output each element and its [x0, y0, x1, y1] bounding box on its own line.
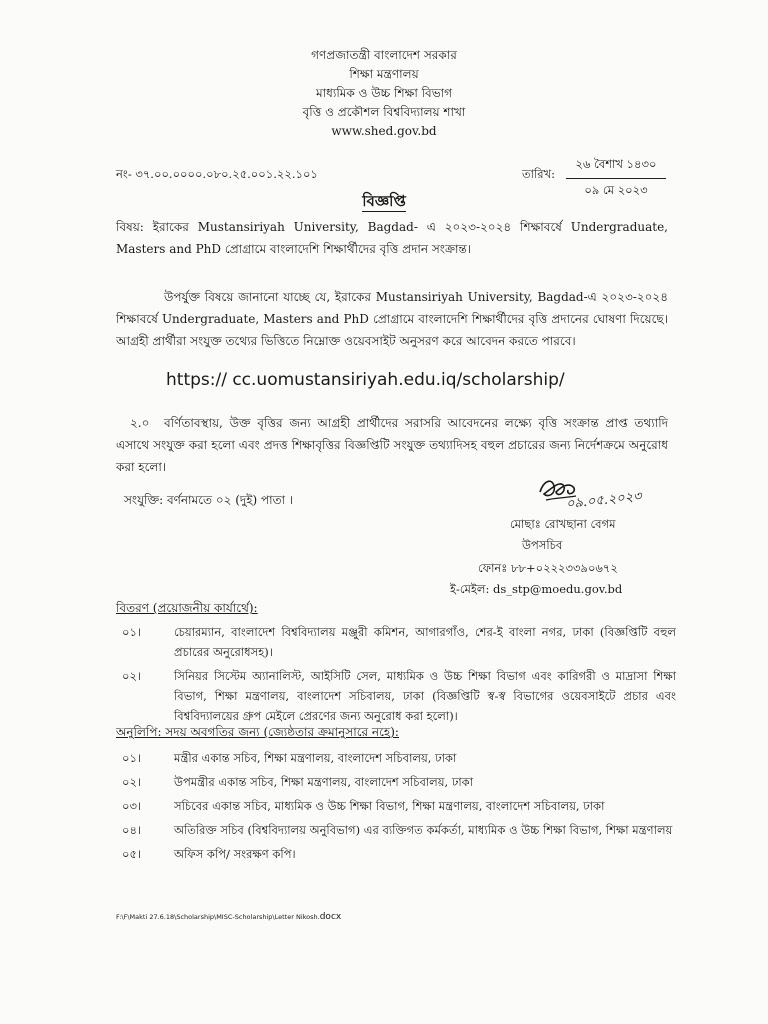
list-item: [116, 666, 676, 726]
item-text: অফিস কপি/ সংরক্ষণ কপি।: [174, 847, 296, 861]
branch-name: বৃত্তি ও প্রকৌশল বিশ্ববিদ্যালয় শাখা: [302, 105, 466, 119]
item-text: মন্ত্রীর একান্ত সচিব, শিক্ষা মন্ত্রণালয়, বাংলাদেশ সচিবালয়, ঢাকা: [174, 751, 457, 765]
item-number: ০১।: [122, 751, 142, 765]
paragraph-2-number: ২.০: [130, 416, 150, 430]
website-text: www.shed.gov.bd: [331, 124, 437, 138]
notice-title: বিজ্ঞপ্তি: [362, 192, 406, 210]
scholarship-url: https:// cc.uomustansiriyah.edu.iq/scholarship/: [166, 370, 565, 390]
government-name: গণপ্রজাতন্ত্রী বাংলাদেশ সরকার: [311, 48, 457, 62]
item-text: সিনিয়র সিস্টেম অ্যানালিস্ট, আইসিটি সেল, মাধ্যমিক ও উচ্চ শিক্ষা বিভাগ এবং কারিগরী ও মাদ্রাসা শিক্ষা বিভাগ, শিক্ষা মন্ত্রণালয়, বাংলাদেশ সচিবালয়, ঢাকা (বিজ্ঞপ্তিটি স্ব-স্ব বিভাগের ওয়েবসাইটে প্রচার এবং বিশ্ববিদ্যালয়ের গ্রুপ মেইলে প্রেরণের জন্য অনুরোধ করা হলো)।: [174, 669, 676, 723]
item-number: ০৫।: [122, 847, 142, 861]
list-item: [116, 796, 676, 816]
distribution-list: [116, 622, 676, 730]
item-number: ০২।: [122, 775, 142, 789]
file-path: F:\F\Makti 27.6.18\Scholarship\MISC-Scholarship\Letter Nikosh.: [116, 913, 320, 921]
item-number: ০৪।: [122, 823, 142, 837]
date-bangla: ২৬ বৈশাখ ১৪৩০: [575, 157, 657, 171]
subject-line: বিষয়: ইরাকের Mustansiriyah University, Bagdad- এ ২০২৩-২০২৪ শিক্ষাবর্ষে Undergraduate, Masters and PhD প্রোগ্রামে বাংলাদেশি শিক্ষার্থীদের বৃত্তি প্রদান সংক্রান্ত।: [116, 220, 668, 256]
date-divider: [566, 178, 666, 179]
paragraph-1: উপর্যুক্ত বিষয়ে জানানো যাচ্ছে যে, ইরাকের Mustansiriyah University, Bagdad-এ ২০২৩-২০২৪ শিক্ষাবর্ষে Undergraduate, Masters and PhD প্রোগ্রামে বাংলাদেশি শিক্ষার্থীদের বৃত্তি প্রদানের ঘোষণা দিয়েছে। আগ্রহী প্রার্থীরা সংযুক্ত তথ্যের ভিত্তিতে নিম্নোক্ত ওয়েবসাইট অনুসরণ করে আবেদন করতে পারবে।: [116, 290, 668, 348]
distribution-title: বিতরণ (প্রয়োজনীয় কার্যার্থে):: [116, 601, 258, 615]
file-path-footer: [116, 912, 341, 922]
paragraph-2-text: বর্ণিতাবস্থায়, উক্ত বৃত্তির জন্য আগ্রহী প্রার্থীদের সরাসরি আবেদনের লক্ষ্যে বৃত্তি সংক্রান্ত প্রাপ্ত তথ্যাদি এসাথে সংযুক্ত করা হলো এবং প্রদত্ত শিক্ষাবৃত্তির বিজ্ঞপ্তিটি সংযুক্ত তথ্যাদিসহ বহুল প্রচারের জন্য নির্দেশক্রমে অনুরোধ করা হলো।: [116, 416, 668, 474]
list-item: [116, 844, 676, 864]
signatory-name: মোছাঃ রোখছানা বেগম: [510, 517, 616, 531]
signatory-phone: ফোনঃ ৮৮+০২২২৩৩৯০৬৭২: [478, 561, 618, 575]
item-text: সচিবের একান্ত সচিব, মাধ্যমিক ও উচ্চ শিক্ষা বিভাগ, শিক্ষা মন্ত্রণালয়, বাংলাদেশ সচিবালয়, ঢাকা: [174, 799, 605, 813]
item-number: ০১।: [122, 625, 142, 639]
list-item: [116, 820, 676, 840]
list-item: [116, 772, 676, 792]
letterhead: [0, 46, 768, 141]
memo-reference: নং- ৩৭.০০.০০০০.০৮০.২৫.০০১.২২.১০১: [116, 167, 318, 181]
signatory-block: [450, 514, 670, 600]
signature-date: ০৯.০৫.২০২৩: [565, 489, 643, 512]
signatory-email: ই-মেইল: ds_stp@moedu.gov.bd: [450, 582, 623, 596]
item-text: অতিরিক্ত সচিব (বিশ্ববিদ্যালয় অনুবিভাগ) এর ব্যক্তিগত কর্মকর্তা, মাধ্যমিক ও উচ্চ শিক্ষা বিভাগ, শিক্ষা মন্ত্রণালয়: [174, 823, 673, 837]
ministry-name: শিক্ষা মন্ত্রণালয়: [349, 67, 419, 81]
copies-title: অনুলিপি: সদয় অবগতির জন্য (জ্যেষ্ঠতার ক্রমানুসারে নহে):: [116, 725, 399, 739]
date-label: তারিখ:: [522, 167, 556, 181]
item-text: উপমন্ত্রীর একান্ত সচিব, শিক্ষা মন্ত্রণালয়, বাংলাদেশ সচিবালয়, ঢাকা: [174, 775, 474, 789]
division-name: মাধ্যমিক ও উচ্চ শিক্ষা বিভাগ: [315, 86, 453, 100]
paragraph-2: [116, 412, 668, 478]
attachment-note: সংযুক্তি: বর্ণনামতে ০২ (দুই) পাতা ।: [124, 493, 294, 507]
file-extension: docx: [319, 912, 342, 922]
date-gregorian: ০৯ মে ২০২৩: [584, 183, 648, 197]
item-number: ০২।: [122, 669, 142, 683]
list-item: [116, 622, 676, 662]
copies-list: [116, 748, 676, 868]
item-text: চেয়ারম্যান, বাংলাদেশ বিশ্ববিদ্যালয় মঞ্জুরী কমিশন, আগারগাঁও, শের-ই বাংলা নগর, ঢাকা (বিজ্ঞপ্তিটি বহুল প্রচারের অনুরোধসহ)।: [174, 625, 676, 659]
list-item: [116, 748, 676, 768]
signatory-designation: উপসচিব: [522, 538, 563, 552]
item-number: ০৩।: [122, 799, 142, 813]
